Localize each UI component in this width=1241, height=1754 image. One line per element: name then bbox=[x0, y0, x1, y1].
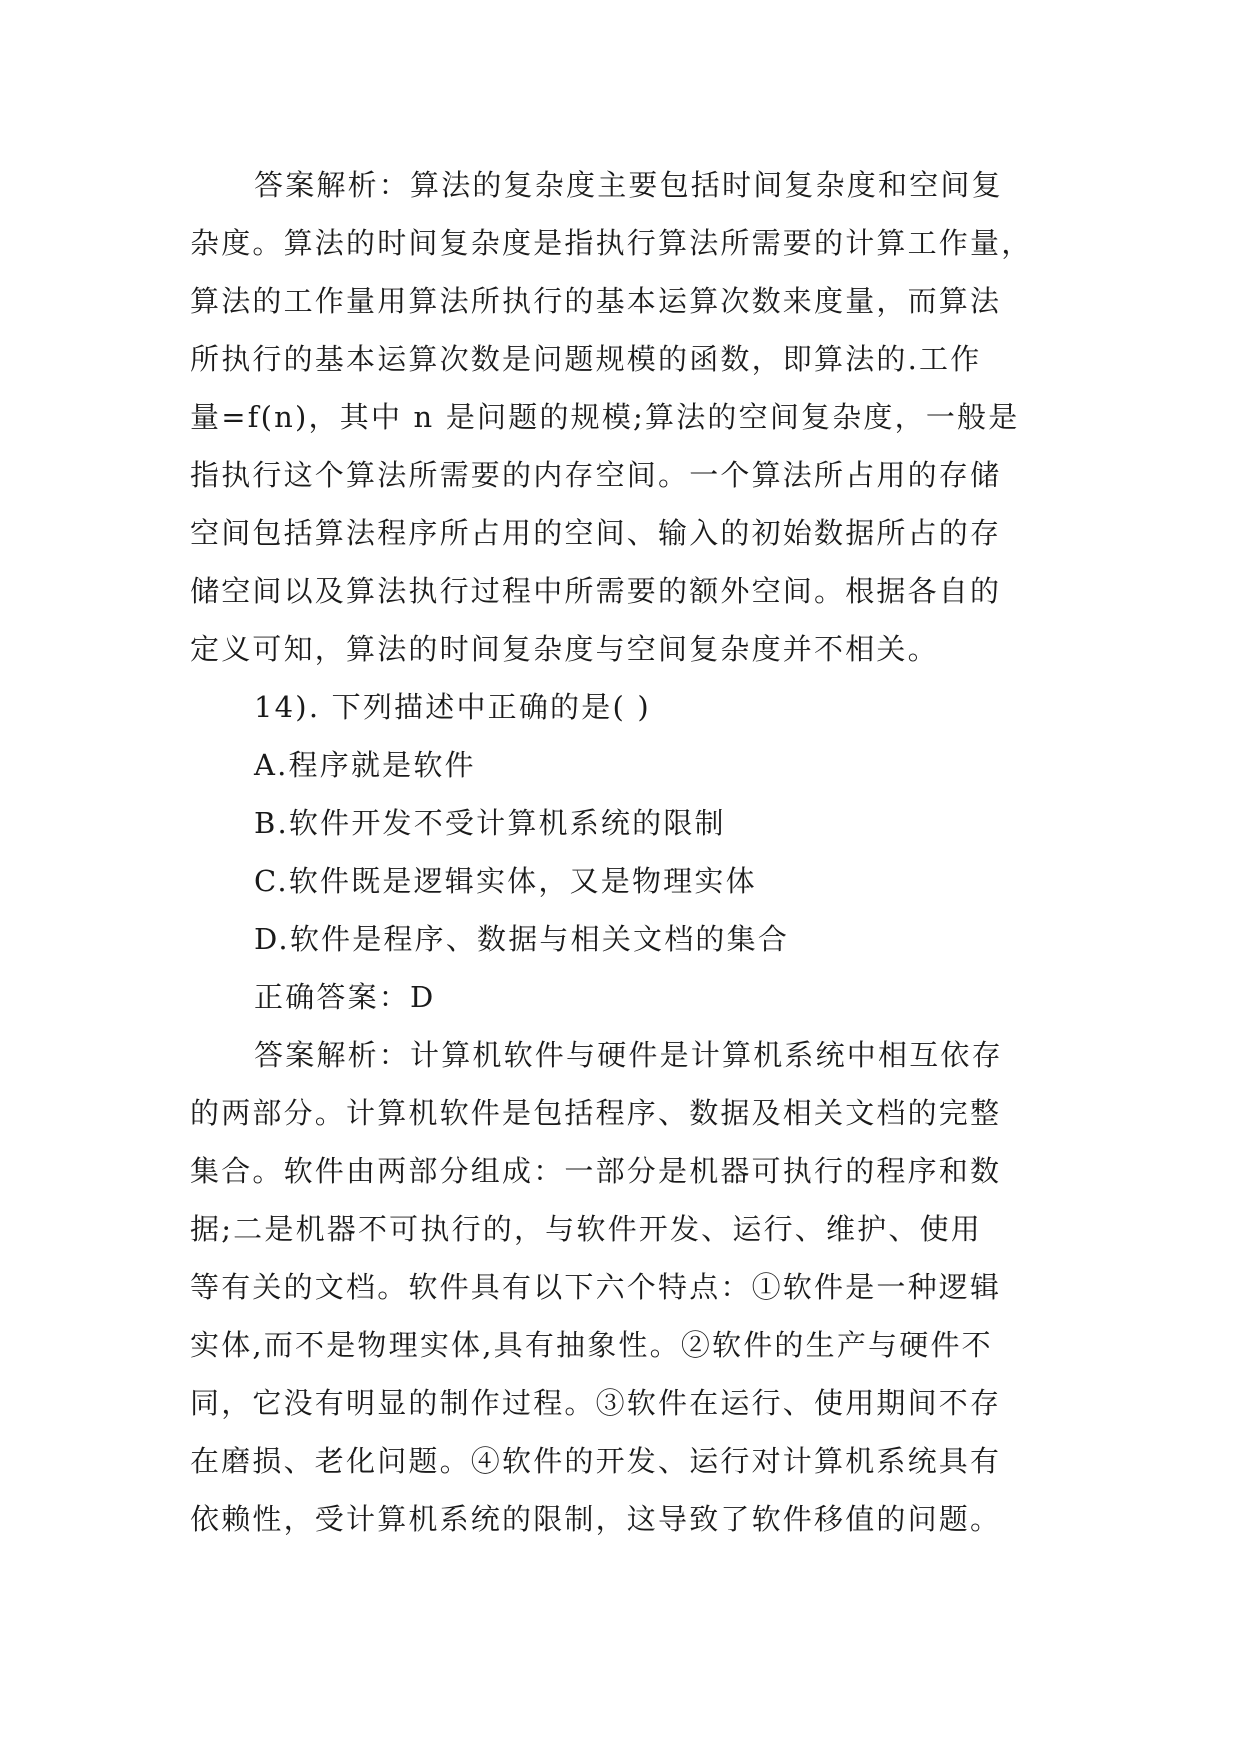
analysis-paragraph-2-line-5: 等有关的文档。软件具有以下六个特点：①软件是一种逻辑 bbox=[190, 1270, 1002, 1304]
question-14: 14). 下列描述中正确的是( ) bbox=[254, 690, 651, 724]
analysis-paragraph-2-line-6: 实体,而不是物理实体,具有抽象性。②软件的生产与硬件不 bbox=[190, 1328, 993, 1362]
analysis-paragraph-2-line-9: 依赖性，受计算机系统的限制，这导致了软件移值的问题。 bbox=[190, 1502, 1002, 1536]
analysis-paragraph-1-line-6: 指执行这个算法所需要的内存空间。一个算法所占用的存储 bbox=[190, 458, 1002, 492]
option-d: D.软件是程序、数据与相关文档的集合 bbox=[254, 922, 790, 956]
analysis-paragraph-1-line-2: 杂度。算法的时间复杂度是指执行算法所需要的计算工作量， bbox=[190, 226, 1033, 260]
analysis-paragraph-2-line-3: 集合。软件由两部分组成：一部分是机器可执行的程序和数 bbox=[190, 1154, 1002, 1188]
analysis-paragraph-1-line-4: 所执行的基本运算次数是问题规模的函数，即算法的.工作 bbox=[190, 342, 982, 376]
analysis-paragraph-2-line-1: 答案解析：计算机软件与硬件是计算机系统中相互依存 bbox=[254, 1038, 1003, 1072]
option-c: C.软件既是逻辑实体，又是物理实体 bbox=[254, 864, 757, 898]
option-a: A.程序就是软件 bbox=[254, 748, 476, 782]
analysis-paragraph-1-line-5: 量=f(n)，其中 n 是问题的规模;算法的空间复杂度，一般是 bbox=[190, 400, 1020, 434]
correct-answer: 正确答案：D bbox=[254, 980, 436, 1014]
analysis-paragraph-1-line-3: 算法的工作量用算法所执行的基本运算次数来度量，而算法 bbox=[190, 284, 1002, 318]
analysis-paragraph-2-line-4: 据;二是机器不可执行的，与软件开发、运行、维护、使用 bbox=[190, 1212, 982, 1246]
analysis-paragraph-1-line-1: 答案解析：算法的复杂度主要包括时间复杂度和空间复 bbox=[254, 168, 1003, 202]
analysis-paragraph-2-line-8: 在磨损、老化问题。④软件的开发、运行对计算机系统具有 bbox=[190, 1444, 1002, 1478]
option-b: B.软件开发不受计算机系统的限制 bbox=[254, 806, 726, 840]
analysis-paragraph-2-line-2: 的两部分。计算机软件是包括程序、数据及相关文档的完整 bbox=[190, 1096, 1002, 1130]
analysis-paragraph-2-line-7: 同，它没有明显的制作过程。③软件在运行、使用期间不存 bbox=[190, 1386, 1002, 1420]
analysis-paragraph-1-line-7: 空间包括算法程序所占用的空间、输入的初始数据所占的存 bbox=[190, 516, 1002, 550]
analysis-paragraph-1-line-9: 定义可知，算法的时间复杂度与空间复杂度并不相关。 bbox=[190, 632, 939, 666]
analysis-paragraph-1-line-8: 储空间以及算法执行过程中所需要的额外空间。根据各自的 bbox=[190, 574, 1002, 608]
